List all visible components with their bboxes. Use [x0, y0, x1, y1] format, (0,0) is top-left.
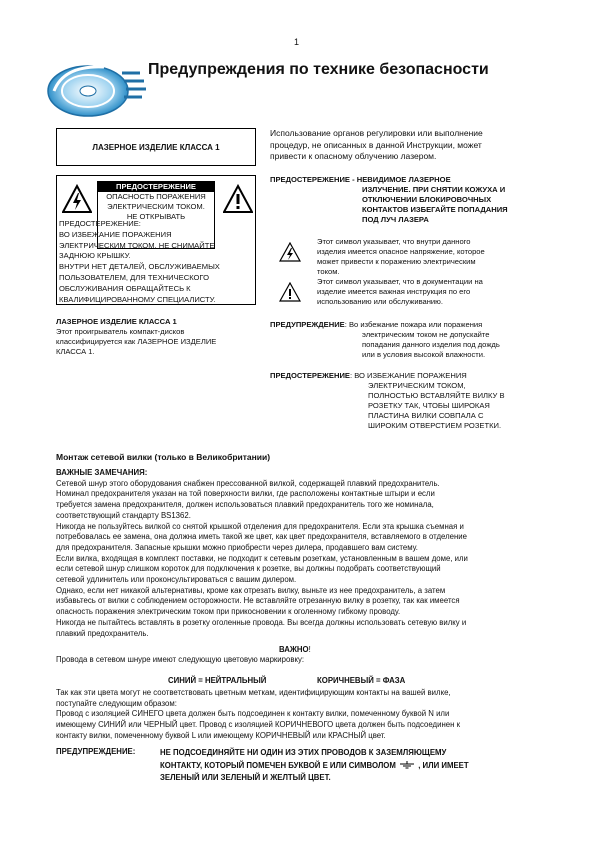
important-text: ВАЖНО	[279, 645, 309, 654]
symbol-2-line: Этот символ указывает, что в документации на	[317, 277, 483, 286]
intro-line: процедур, не описанных в данной Инструкции, может	[270, 139, 482, 150]
symbol-2-line: изделие имеется важная инструкция по его	[317, 287, 471, 296]
ground-symbol-icon	[398, 761, 416, 769]
mains-line: соответствующий стандарту BS1362.	[56, 510, 191, 520]
caution-box	[56, 175, 256, 305]
invisible-laser-line: КОНТАКТОВ ИЗБЕГАЙТЕ ПОПАДАНИЯ	[362, 205, 508, 214]
mains-line: для предохранителя. Запасные крышки можно приобрести через дилера, продавшего вам систему.	[56, 542, 418, 552]
plug-warning-line: ШИРОКИМ ОТВЕРСТИЕМ РОЗЕТКИ.	[368, 421, 502, 430]
symbol-1-line: изделия имеется опасное напряжение, которое	[317, 247, 485, 256]
mains-line-2: имеющему СИНИЙ или ЧЕРНЫЙ цвет. Провод с изоляцией КОРИЧНЕВОГО цвета должен быть подсоединен к	[56, 720, 460, 730]
final-warning-line: НЕ ПОДСОЕДИНЯЙТЕ НИ ОДИН ИЗ ЭТИХ ПРОВОДОВ К ЗАЗЕМЛЯЮЩЕМУ	[160, 748, 447, 757]
caution-header-line: ЭЛЕКТРИЧЕСКИМ ТОКОМ.	[107, 202, 205, 211]
laser-class-section	[56, 317, 266, 357]
symbol-1-text	[317, 237, 557, 277]
mains-notes	[56, 468, 556, 639]
invisible-laser-line: ИЗЛУЧЕНИЕ. ПРИ СНЯТИИ КОЖУХА И	[362, 185, 506, 194]
symbol-2-text	[317, 277, 557, 307]
plug-warning-line: РОЗЕТКУ ТАК, ЧТОБЫ ШИРОКАЯ	[368, 401, 490, 410]
disc-logo-icon	[44, 55, 148, 121]
final-warning-label: ПРЕДУПРЕЖДЕНИЕ:	[56, 747, 136, 756]
exclamation-symbol-icon	[279, 282, 301, 302]
plug-warning-first: : ВО ИЗБЕЖАНИЕ ПОРАЖЕНИЯ	[349, 371, 467, 380]
mains-line: Никогда не пытайтесь вставлять в розетку оголенные провода. Вы всегда должны использовать сетевую вилку и	[56, 617, 467, 627]
invisible-laser-line: ОТКЛЮЧЕНИИ БЛОКИРОВОЧНЫХ	[362, 195, 492, 204]
mains-line: плавкий предохранитель.	[56, 628, 149, 638]
color-intro: Провода в сетевом шнуре имеют следующую цветовую маркировку:	[56, 655, 305, 664]
mains-line-2: контакту вилки, помеченному буквой L или имеющему КОРИЧНЕВЫЙ или КРАСНЫЙ цвет.	[56, 730, 386, 740]
mains-line: сетевой удлинитель или проконсультироваться с вашим дилером.	[56, 575, 297, 585]
page-title: Предупреждения по технике безопасности	[148, 61, 489, 78]
caution-line: ПРЕДОСТЕРЕЖЕНИЕ:	[59, 219, 141, 228]
invisible-laser-text	[362, 185, 572, 225]
invisible-laser-label: ПРЕДОСТЕРЕЖЕНИЕ - НЕВИДИМОЕ ЛАЗЕРНОЕ	[270, 175, 451, 184]
mains-line: Однако, если нет никакой альтернативы, кроме как отрезать вилку, выньте из нее предохранитель, а затем	[56, 585, 446, 595]
blue-neutral: СИНИЙ = НЕЙТРАЛЬНЫЙ	[168, 676, 267, 685]
intro-line: привести к опасному облучению лазером.	[270, 151, 437, 161]
plug-warning-cont	[368, 381, 578, 431]
caution-header-title: ПРЕДОСТЕРЕЖЕНИЕ	[98, 182, 214, 192]
mains-line: Номинал предохранителя указан на той поверхности вилки, где расположены контактные штыри и если	[56, 489, 435, 499]
caution-line: ОБСЛУЖИВАНИЯ ОБРАЩАЙТЕСЬ К	[59, 283, 191, 293]
lightning-symbol-icon	[279, 242, 301, 262]
plug-warning-line: ПОЛНОСТЬЮ ВСТАВЛЯЙТЕ ВИЛКУ В	[368, 391, 505, 400]
intro-right	[270, 128, 570, 163]
mains-line-2: Провод с изоляцией СИНЕГО цвета должен быть подсоединен к контакту вилки, помеченному буквой N или	[56, 709, 450, 719]
caution-line: ВНУТРИ НЕТ ДЕТАЛЕЙ, ОБСЛУЖИВАЕМЫХ	[59, 262, 220, 272]
final-warning-text	[160, 747, 560, 785]
symbol-1-line: может привести к поражению электрическим	[317, 257, 476, 266]
caution-header-line: ОПАСНОСТЬ ПОРАЖЕНИЯ	[106, 192, 206, 201]
fire-warning-label: ПРЕДУПРЕЖДЕНИЕ	[270, 320, 345, 329]
mains-line: опасность поражения электрическим током при прикосновении к оголенному гибкому проводу.	[56, 607, 401, 617]
caution-body	[57, 219, 257, 305]
page-number: 1	[294, 37, 300, 47]
symbol-1-line: Этот символ указывает, что внутри данного	[317, 237, 471, 246]
intro-line: Использование органов регулировки или выполнение	[270, 128, 483, 138]
plug-warning-line: ЭЛЕКТРИЧЕСКИМ ТОКОМ,	[368, 381, 466, 390]
caution-line: КВАЛИФИЦИРОВАННОМУ СПЕЦИАЛИСТУ.	[59, 294, 216, 304]
final-warning-line: ЗЕЛЕНЫЙ ИЛИ ЗЕЛЕНЫЙ И ЖЕЛТЫЙ ЦВЕТ.	[160, 773, 331, 782]
fire-warning	[270, 320, 570, 330]
mains-notes-2	[56, 688, 556, 742]
fire-warning-line: или в условия высокой влажности.	[362, 350, 486, 359]
caution-line: ЗАДНЮЮ КРЫШКУ.	[59, 251, 131, 261]
fire-warning-cont	[362, 330, 572, 360]
brown-phase: КОРИЧНЕВЫЙ = ФАЗА	[317, 676, 406, 685]
caution-line: ВО ИЗБЕЖАНИЕ ПОРАЖЕНИЯ	[59, 229, 172, 239]
final-warning-line-2b: , ИЛИ ИМЕЕТ	[418, 760, 469, 770]
plug-warning-line: ПЛАСТИНА ВИЛКИ СОВПАЛА С	[368, 411, 484, 420]
mains-line: Никогда не пользуйтесь вилкой со снятой крышкой отделения для предохранителя. Если эта крышка съемная и	[56, 521, 464, 531]
laser-class-line: КЛАССА 1.	[56, 347, 95, 356]
mains-line: Если вилка, входящая в комплект поставки, не подходит к сетевым розеткам, установленным в вашем доме, или	[56, 553, 468, 563]
mains-line-2: поступайте следующим образом:	[56, 698, 177, 708]
exclamation-warning-icon	[223, 184, 253, 214]
fire-warning-first: : Во избежание пожара или поражения	[344, 320, 483, 329]
laser-product-box	[56, 128, 256, 166]
mains-heading: Монтаж сетевой вилки (только в Великобритании)	[56, 452, 271, 462]
laser-class-heading: ЛАЗЕРНОЕ ИЗДЕЛИЕ КЛАССА 1	[56, 317, 177, 326]
mains-line: если сетевой шнур слишком короток для подключения к розетке, вы должны подобрать соответствующий	[56, 564, 441, 574]
symbol-2-line: использованию или обслуживанию.	[317, 297, 443, 306]
mains-line-2: Так как эти цвета могут не соответствовать цветным меткам, идентифицирующим контакты на вашей вилке,	[56, 688, 451, 697]
mains-line: потребовалась ее замена, она должна иметь такой же цвет, как цвет предохранителя, вставляемого в отделение	[56, 532, 467, 542]
invisible-laser-line: ПОД ЛУЧ ЛАЗЕРА	[362, 215, 429, 224]
mains-line: требуется замена предохранителя, должен использоваться плавкий предохранитель того же номинала,	[56, 500, 434, 510]
final-warning-line-2a: КОНТАКТУ, КОТОРЫЙ ПОМЕЧЕН БУКВОЙ Е ИЛИ СИМВОЛОМ	[160, 760, 396, 770]
fire-warning-line: электрическим током не допускайте	[362, 330, 490, 339]
important-mark: !	[308, 645, 311, 654]
caution-header-line: НЕ ОТКРЫВАТЬ	[126, 212, 186, 221]
plug-warning	[270, 371, 570, 381]
notes-heading: ВАЖНЫЕ ЗАМЕЧАНИЯ:	[56, 468, 148, 477]
fire-warning-line: попадания данного изделия под дождь	[362, 340, 500, 349]
laser-box-label: ЛАЗЕРНОЕ ИЗДЕЛИЕ КЛАССА 1	[92, 142, 220, 152]
mains-line: избавьтесь от вилки с соблюдением осторожности. Не вставляйте отрезанную вилку в розетку, так как имеется	[56, 596, 460, 606]
caution-line: ПОЛЬЗОВАТЕЛЕМ, ДЛЯ ТЕХНИЧЕСКОГО	[59, 272, 210, 282]
plug-warning-label: ПРЕДОСТЕРЕЖЕНИЕ	[270, 371, 350, 380]
lightning-warning-icon	[62, 184, 92, 214]
symbol-1-line: током.	[317, 267, 340, 276]
laser-class-line: Этот проигрыватель компакт-дисков	[56, 327, 185, 336]
mains-line: Сетевой шнур этого оборудования снабжен прессованной вилкой, содержащей плавкий предохранитель.	[56, 478, 440, 488]
laser-class-line: классифицируется как ЛАЗЕРНОЕ ИЗДЕЛИЕ	[56, 337, 217, 346]
final-warning-line-2	[160, 760, 560, 773]
caution-line: ЭЛЕКТРИЧЕСКИМ ТОКОМ, НЕ СНИМАЙТЕ	[59, 240, 215, 250]
